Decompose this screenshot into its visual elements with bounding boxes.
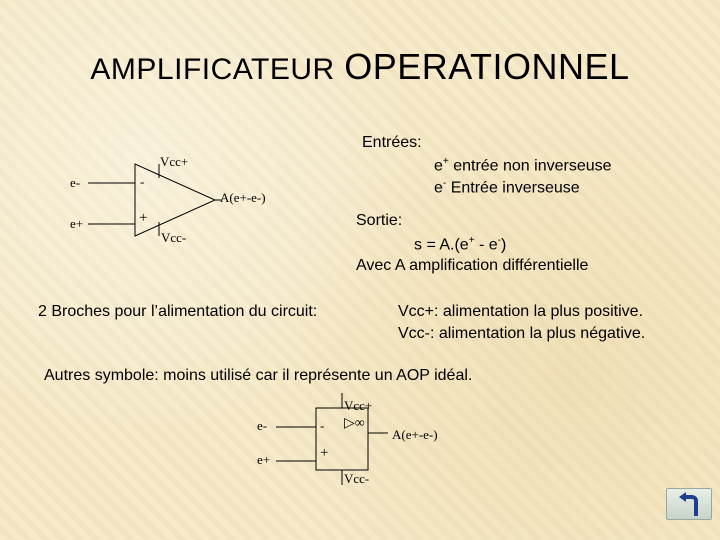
entrees-heading: Entrées: bbox=[362, 134, 422, 151]
sortie-formula: s = A.(e+ - e-) bbox=[414, 235, 507, 254]
sortie-line2: Avec A amplification différentielle bbox=[356, 257, 589, 274]
d2-minus-sign: - bbox=[320, 418, 325, 433]
d1-input-minus-label: e- bbox=[70, 175, 81, 190]
d2-input-plus-label: e+ bbox=[257, 452, 271, 467]
broches-text: 2 Broches pour l’alimentation du circuit: bbox=[38, 303, 318, 320]
d2-vcc-minus-label: Vcc- bbox=[344, 471, 370, 486]
d1-vcc-plus-label: Vcc+ bbox=[160, 154, 189, 169]
d2-plus-sign: + bbox=[320, 445, 329, 461]
entrees-line1: e+ entrée non inverseuse bbox=[434, 156, 612, 175]
d2-output-label: A(e+-e-) bbox=[392, 427, 438, 442]
autres-text: Autres symbole: moins utilisé car il représente un AOP idéal. bbox=[44, 367, 473, 384]
broches-vcc-plus: Vcc+: alimentation la plus positive. bbox=[398, 303, 644, 320]
return-button[interactable] bbox=[666, 488, 712, 520]
broches-vcc-minus: Vcc-: alimentation la plus négative. bbox=[398, 325, 646, 342]
d2-infinity-symbol: ▷∞ bbox=[344, 416, 365, 431]
d2-input-minus-label: e- bbox=[257, 418, 268, 433]
d1-output-label: A(e+-e-) bbox=[220, 190, 266, 205]
d1-input-plus-label: e+ bbox=[70, 216, 84, 231]
d1-vcc-minus-label: Vcc- bbox=[161, 230, 187, 245]
title-part2: OPERATIONNEL bbox=[344, 46, 630, 87]
sortie-heading: Sortie: bbox=[356, 212, 403, 229]
return-arrow-icon bbox=[676, 492, 704, 518]
d2-vcc-plus-label: Vcc+ bbox=[344, 398, 373, 413]
entrees-line2: e- Entrée inverseuse bbox=[434, 178, 580, 197]
d1-plus-sign: + bbox=[139, 210, 148, 226]
d1-minus-sign: - bbox=[140, 174, 145, 189]
title-part1: AMPLIFICATEUR bbox=[90, 53, 335, 86]
